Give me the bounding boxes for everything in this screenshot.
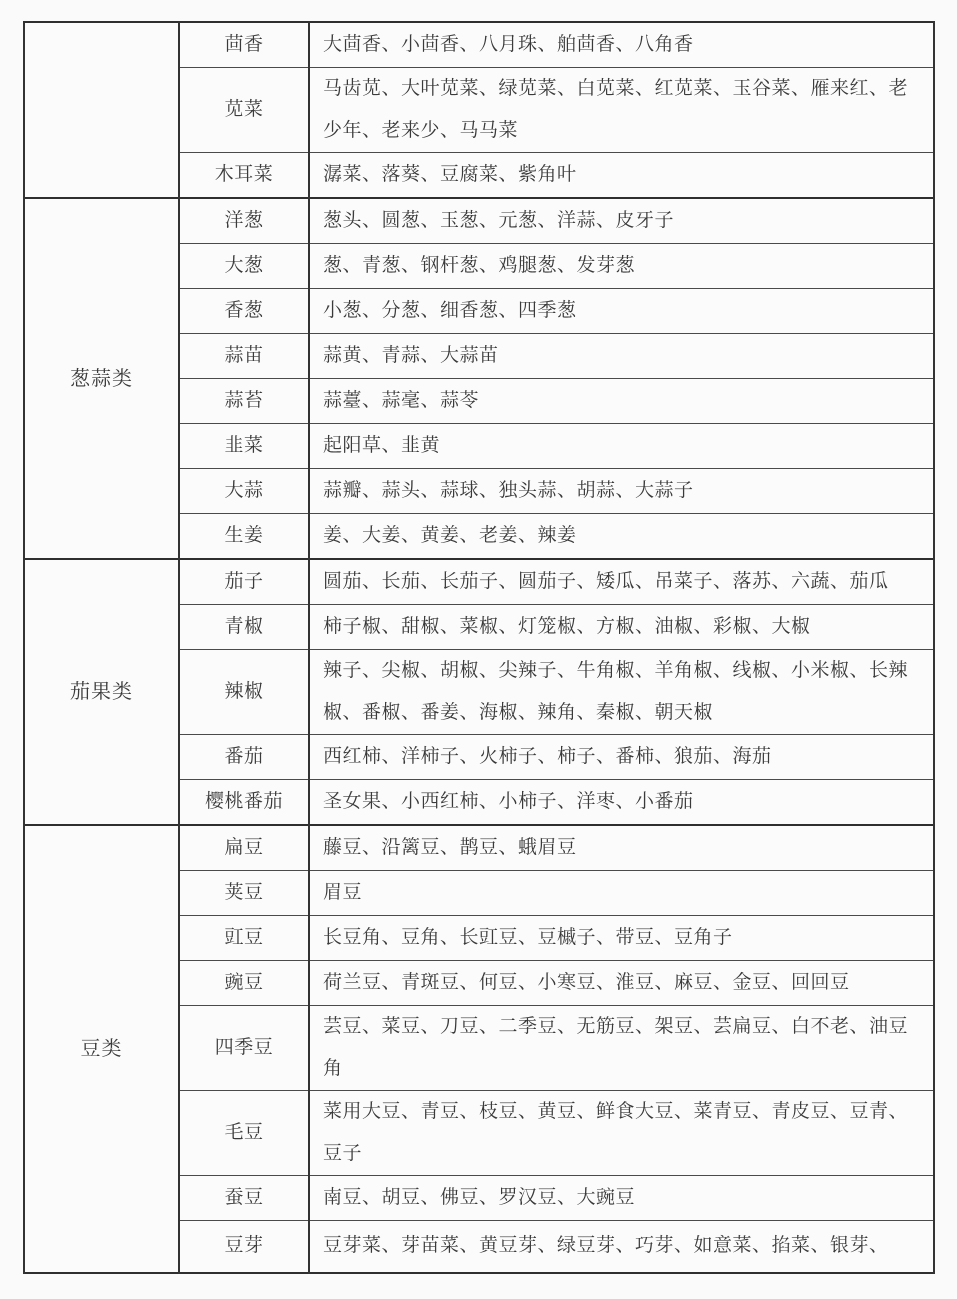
alias-list-cell: 豆芽菜、芽苗菜、黄豆芽、绿豆芽、巧芽、如意菜、掐菜、银芽、 xyxy=(309,1221,934,1273)
alias-list-cell: 姜、大姜、黄姜、老姜、辣姜 xyxy=(309,514,934,560)
alias-list-cell: 柿子椒、甜椒、菜椒、灯笼椒、方椒、油椒、彩椒、大椒 xyxy=(309,605,934,650)
vegetable-name-cell: 番茄 xyxy=(179,735,309,780)
table-row xyxy=(24,825,934,871)
alias-list-cell: 眉豆 xyxy=(309,871,934,916)
alias-list-cell: 芸豆、菜豆、刀豆、二季豆、无筋豆、架豆、芸扁豆、白不老、油豆角 xyxy=(309,1006,934,1091)
alias-list-cell: 蒜瓣、蒜头、蒜球、独头蒜、胡蒜、大蒜子 xyxy=(309,469,934,514)
alias-list-cell: 起阳草、韭黄 xyxy=(309,424,934,469)
alias-list-cell: 藤豆、沿篱豆、鹊豆、蛾眉豆 xyxy=(309,825,934,871)
vegetable-name-cell: 茴香 xyxy=(179,22,309,68)
vegetable-name-cell: 苋菜 xyxy=(179,68,309,153)
table-row xyxy=(24,559,934,605)
vegetable-name-cell: 豇豆 xyxy=(179,916,309,961)
table-row xyxy=(24,22,934,68)
vegetable-name-cell: 辣椒 xyxy=(179,650,309,735)
category-cell xyxy=(24,22,179,198)
vegetable-table-body xyxy=(24,22,934,1273)
vegetable-name-cell: 扁豆 xyxy=(179,825,309,871)
alias-list-cell: 南豆、胡豆、佛豆、罗汉豆、大豌豆 xyxy=(309,1176,934,1221)
vegetable-name-cell: 蒜苗 xyxy=(179,334,309,379)
alias-list-cell: 大茴香、小茴香、八月珠、舶茴香、八角香 xyxy=(309,22,934,68)
category-cell: 茄果类 xyxy=(24,559,179,825)
vegetable-name-cell: 豌豆 xyxy=(179,961,309,1006)
vegetable-alias-table xyxy=(23,21,935,1274)
vegetable-name-cell: 樱桃番茄 xyxy=(179,780,309,826)
vegetable-name-cell: 茄子 xyxy=(179,559,309,605)
alias-list-cell: 潺菜、落葵、豆腐菜、紫角叶 xyxy=(309,153,934,199)
vegetable-name-cell: 生姜 xyxy=(179,514,309,560)
vegetable-name-cell: 大蒜 xyxy=(179,469,309,514)
vegetable-name-cell: 豆芽 xyxy=(179,1221,309,1273)
alias-list-cell: 菜用大豆、青豆、枝豆、黄豆、鲜食大豆、菜青豆、青皮豆、豆青、豆子 xyxy=(309,1091,934,1176)
vegetable-name-cell: 韭菜 xyxy=(179,424,309,469)
alias-list-cell: 荷兰豆、青斑豆、何豆、小寒豆、淮豆、麻豆、金豆、回回豆 xyxy=(309,961,934,1006)
alias-list-cell: 葱、青葱、钢杆葱、鸡腿葱、发芽葱 xyxy=(309,244,934,289)
category-cell: 豆类 xyxy=(24,825,179,1273)
alias-list-cell: 马齿苋、大叶苋菜、绿苋菜、白苋菜、红苋菜、玉谷菜、雁来红、老少年、老来少、马马菜 xyxy=(309,68,934,153)
vegetable-name-cell: 四季豆 xyxy=(179,1006,309,1091)
vegetable-name-cell: 木耳菜 xyxy=(179,153,309,199)
category-cell: 葱蒜类 xyxy=(24,198,179,559)
vegetable-name-cell: 荚豆 xyxy=(179,871,309,916)
alias-list-cell: 长豆角、豆角、长豇豆、豆槭子、带豆、豆角子 xyxy=(309,916,934,961)
table-row xyxy=(24,198,934,244)
vegetable-name-cell: 大葱 xyxy=(179,244,309,289)
alias-list-cell: 圣女果、小西红柿、小柿子、洋枣、小番茄 xyxy=(309,780,934,826)
alias-list-cell: 辣子、尖椒、胡椒、尖辣子、牛角椒、羊角椒、线椒、小米椒、长辣椒、番椒、番姜、海椒、辣角、秦椒、朝天椒 xyxy=(309,650,934,735)
vegetable-name-cell: 洋葱 xyxy=(179,198,309,244)
alias-list-cell: 葱头、圆葱、玉葱、元葱、洋蒜、皮牙子 xyxy=(309,198,934,244)
alias-list-cell: 蒜黄、青蒜、大蒜苗 xyxy=(309,334,934,379)
vegetable-name-cell: 毛豆 xyxy=(179,1091,309,1176)
vegetable-name-cell: 蚕豆 xyxy=(179,1176,309,1221)
vegetable-name-cell: 香葱 xyxy=(179,289,309,334)
alias-list-cell: 蒜薹、蒜毫、蒜苓 xyxy=(309,379,934,424)
alias-list-cell: 小葱、分葱、细香葱、四季葱 xyxy=(309,289,934,334)
vegetable-name-cell: 蒜苔 xyxy=(179,379,309,424)
alias-list-cell: 圆茄、长茄、长茄子、圆茄子、矮瓜、吊菜子、落苏、六蔬、茄瓜 xyxy=(309,559,934,605)
vegetable-name-cell: 青椒 xyxy=(179,605,309,650)
alias-list-cell: 西红柿、洋柿子、火柿子、柿子、番柿、狼茄、海茄 xyxy=(309,735,934,780)
